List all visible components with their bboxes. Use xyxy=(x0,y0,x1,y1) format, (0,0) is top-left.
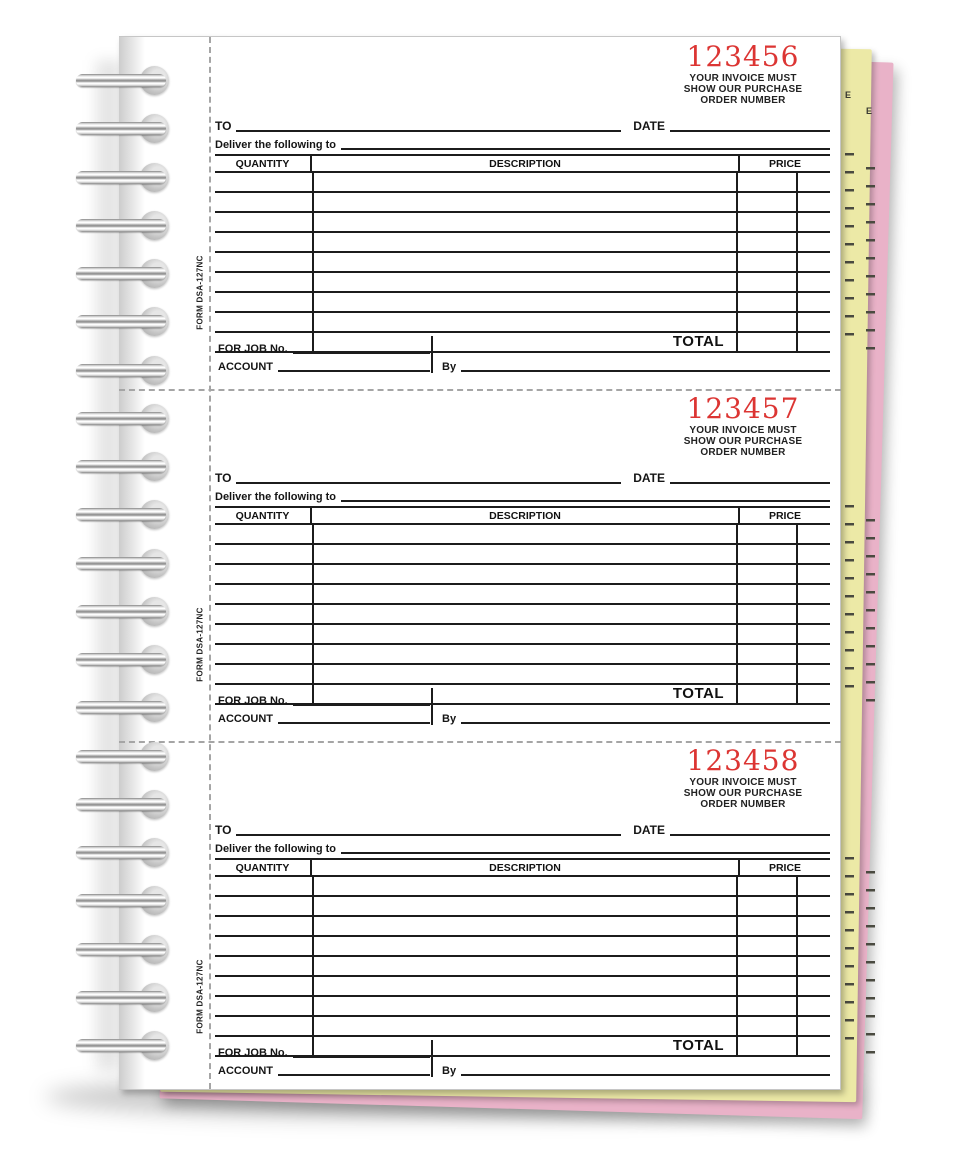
carbon-line-stubs xyxy=(866,167,875,350)
invoice-form xyxy=(119,389,841,741)
line-items-table xyxy=(215,506,830,705)
by-row xyxy=(442,711,830,725)
ring-wire xyxy=(76,991,166,1004)
form-number-block xyxy=(657,394,829,458)
quantity-column-divider xyxy=(312,525,314,703)
to-label: TO xyxy=(215,823,232,837)
by-blank-line xyxy=(461,1071,830,1076)
price-cents-divider xyxy=(796,525,798,703)
invoice-note-line1: YOUR INVOICE MUST xyxy=(689,777,797,788)
carbon-edge-letter: E xyxy=(845,90,852,100)
form-code-vertical: FORM DSA-127NC xyxy=(195,959,205,1034)
account-by-divider xyxy=(431,1040,433,1077)
perforation-horizontal xyxy=(119,389,841,391)
deliver-label: Deliver the following to xyxy=(215,491,337,503)
account-label: ACCOUNT xyxy=(218,1065,273,1077)
deliver-blank-line xyxy=(341,849,830,854)
quantity-header: QUANTITY xyxy=(215,860,312,875)
by-label: By xyxy=(442,713,457,725)
deliver-row xyxy=(215,137,830,151)
account-row xyxy=(218,711,430,725)
price-column-divider xyxy=(736,877,738,1055)
account-by-divider xyxy=(431,336,433,373)
ring-wire xyxy=(76,701,166,714)
ring-wire xyxy=(76,364,166,377)
total-label: TOTAL xyxy=(672,685,724,702)
job-number-blank-line xyxy=(293,349,430,354)
carbon-line-stubs xyxy=(866,871,875,1054)
for-job-row xyxy=(218,1045,430,1059)
date-label: DATE xyxy=(633,823,665,837)
carbon-line-stubs xyxy=(866,519,875,702)
description-header: DESCRIPTION xyxy=(489,861,561,874)
price-header: PRICE xyxy=(738,156,830,171)
invoice-note-line3: ORDER NUMBER xyxy=(700,799,786,810)
price-cents-divider xyxy=(796,173,798,351)
to-date-row xyxy=(215,117,830,133)
account-row xyxy=(218,1063,430,1077)
by-label: By xyxy=(442,361,457,373)
quantity-header: QUANTITY xyxy=(215,508,312,523)
ring-wire xyxy=(76,1039,166,1052)
price-column-divider xyxy=(736,173,738,351)
invoice-form xyxy=(119,741,841,1093)
job-number-blank-line xyxy=(293,701,430,706)
table-header-row xyxy=(215,508,830,525)
ring-wire xyxy=(76,605,166,618)
ring-wire xyxy=(76,557,166,570)
for-job-row xyxy=(218,693,430,707)
by-blank-line xyxy=(461,367,830,372)
table-header-row xyxy=(215,156,830,173)
quantity-header: QUANTITY xyxy=(215,156,312,171)
line-items-table xyxy=(215,858,830,1057)
ring-wire xyxy=(76,267,166,280)
table-body xyxy=(215,877,830,1055)
price-cents-divider xyxy=(796,877,798,1055)
ring-wire xyxy=(76,653,166,666)
table-body xyxy=(215,525,830,703)
invoice-note-line3: ORDER NUMBER xyxy=(700,95,786,106)
by-blank-line xyxy=(461,719,830,724)
form-number: 123457 xyxy=(686,392,800,425)
invoice-note-line2: SHOW OUR PURCHASE xyxy=(683,436,803,447)
ring-wire xyxy=(76,315,166,328)
for-job-label: FOR JOB No. xyxy=(218,1047,288,1059)
invoice-note-line1: YOUR INVOICE MUST xyxy=(689,425,797,436)
perforation-horizontal xyxy=(119,741,841,743)
to-label: TO xyxy=(215,471,232,485)
invoice-note xyxy=(657,73,829,106)
form-number: 123458 xyxy=(686,744,800,777)
account-blank-line xyxy=(278,1071,430,1076)
date-blank-line xyxy=(670,479,830,484)
invoice-form xyxy=(119,37,841,389)
date-blank-line xyxy=(670,831,830,836)
deliver-label: Deliver the following to xyxy=(215,843,337,855)
carbon-line-stubs xyxy=(845,153,854,336)
ring-wire xyxy=(76,846,166,859)
quantity-column-divider xyxy=(312,877,314,1055)
carbon-line-stubs xyxy=(845,857,854,1040)
price-column-divider xyxy=(736,525,738,703)
ring-wire xyxy=(76,943,166,956)
deliver-blank-line xyxy=(341,145,830,150)
invoice-note-line1: YOUR INVOICE MUST xyxy=(689,73,797,84)
by-row xyxy=(442,1063,830,1077)
account-blank-line xyxy=(278,367,430,372)
total-label: TOTAL xyxy=(672,1037,724,1054)
price-header: PRICE xyxy=(738,508,830,523)
form-code-vertical: FORM DSA-127NC xyxy=(195,255,205,330)
description-header: DESCRIPTION xyxy=(489,509,561,522)
account-row xyxy=(218,359,430,373)
account-by-divider xyxy=(431,688,433,725)
invoice-note xyxy=(657,425,829,458)
invoice-note xyxy=(657,777,829,810)
to-label: TO xyxy=(215,119,232,133)
table-header-row xyxy=(215,860,830,877)
ring-wire xyxy=(76,460,166,473)
to-blank-line xyxy=(236,831,621,836)
ring-wire xyxy=(76,894,166,907)
date-label: DATE xyxy=(633,119,665,133)
by-row xyxy=(442,359,830,373)
to-blank-line xyxy=(236,127,621,132)
table-body xyxy=(215,173,830,351)
carbon-edge-letter: E xyxy=(866,106,873,116)
description-header: DESCRIPTION xyxy=(489,157,561,170)
total-label: TOTAL xyxy=(672,333,724,350)
ring-wire xyxy=(76,750,166,763)
to-date-row xyxy=(215,821,830,837)
to-blank-line xyxy=(236,479,621,484)
date-blank-line xyxy=(670,127,830,132)
ring-wire xyxy=(76,412,166,425)
deliver-label: Deliver the following to xyxy=(215,139,337,151)
ring-wire xyxy=(76,798,166,811)
account-label: ACCOUNT xyxy=(218,361,273,373)
invoice-note-line2: SHOW OUR PURCHASE xyxy=(683,788,803,799)
ring-wire xyxy=(76,74,166,87)
invoice-note-line2: SHOW OUR PURCHASE xyxy=(683,84,803,95)
quantity-column-divider xyxy=(312,173,314,351)
for-job-row xyxy=(218,341,430,355)
ring-wire xyxy=(76,219,166,232)
account-blank-line xyxy=(278,719,430,724)
form-code-vertical: FORM DSA-127NC xyxy=(195,607,205,682)
by-label: By xyxy=(442,1065,457,1077)
carbon-line-stubs xyxy=(845,505,854,688)
ring-wire xyxy=(76,508,166,521)
ring-wire xyxy=(76,122,166,135)
deliver-blank-line xyxy=(341,497,830,502)
invoice-note-line3: ORDER NUMBER xyxy=(700,447,786,458)
form-number: 123456 xyxy=(686,40,800,73)
form-number-block xyxy=(657,42,829,106)
for-job-label: FOR JOB No. xyxy=(218,695,288,707)
form-number-block xyxy=(657,746,829,810)
date-label: DATE xyxy=(633,471,665,485)
ring-wire xyxy=(76,171,166,184)
deliver-row xyxy=(215,489,830,503)
price-header: PRICE xyxy=(738,860,830,875)
to-date-row xyxy=(215,469,830,485)
line-items-table xyxy=(215,154,830,353)
deliver-row xyxy=(215,841,830,855)
account-label: ACCOUNT xyxy=(218,713,273,725)
job-number-blank-line xyxy=(293,1053,430,1058)
for-job-label: FOR JOB No. xyxy=(218,343,288,355)
invoice-page xyxy=(119,36,841,1090)
